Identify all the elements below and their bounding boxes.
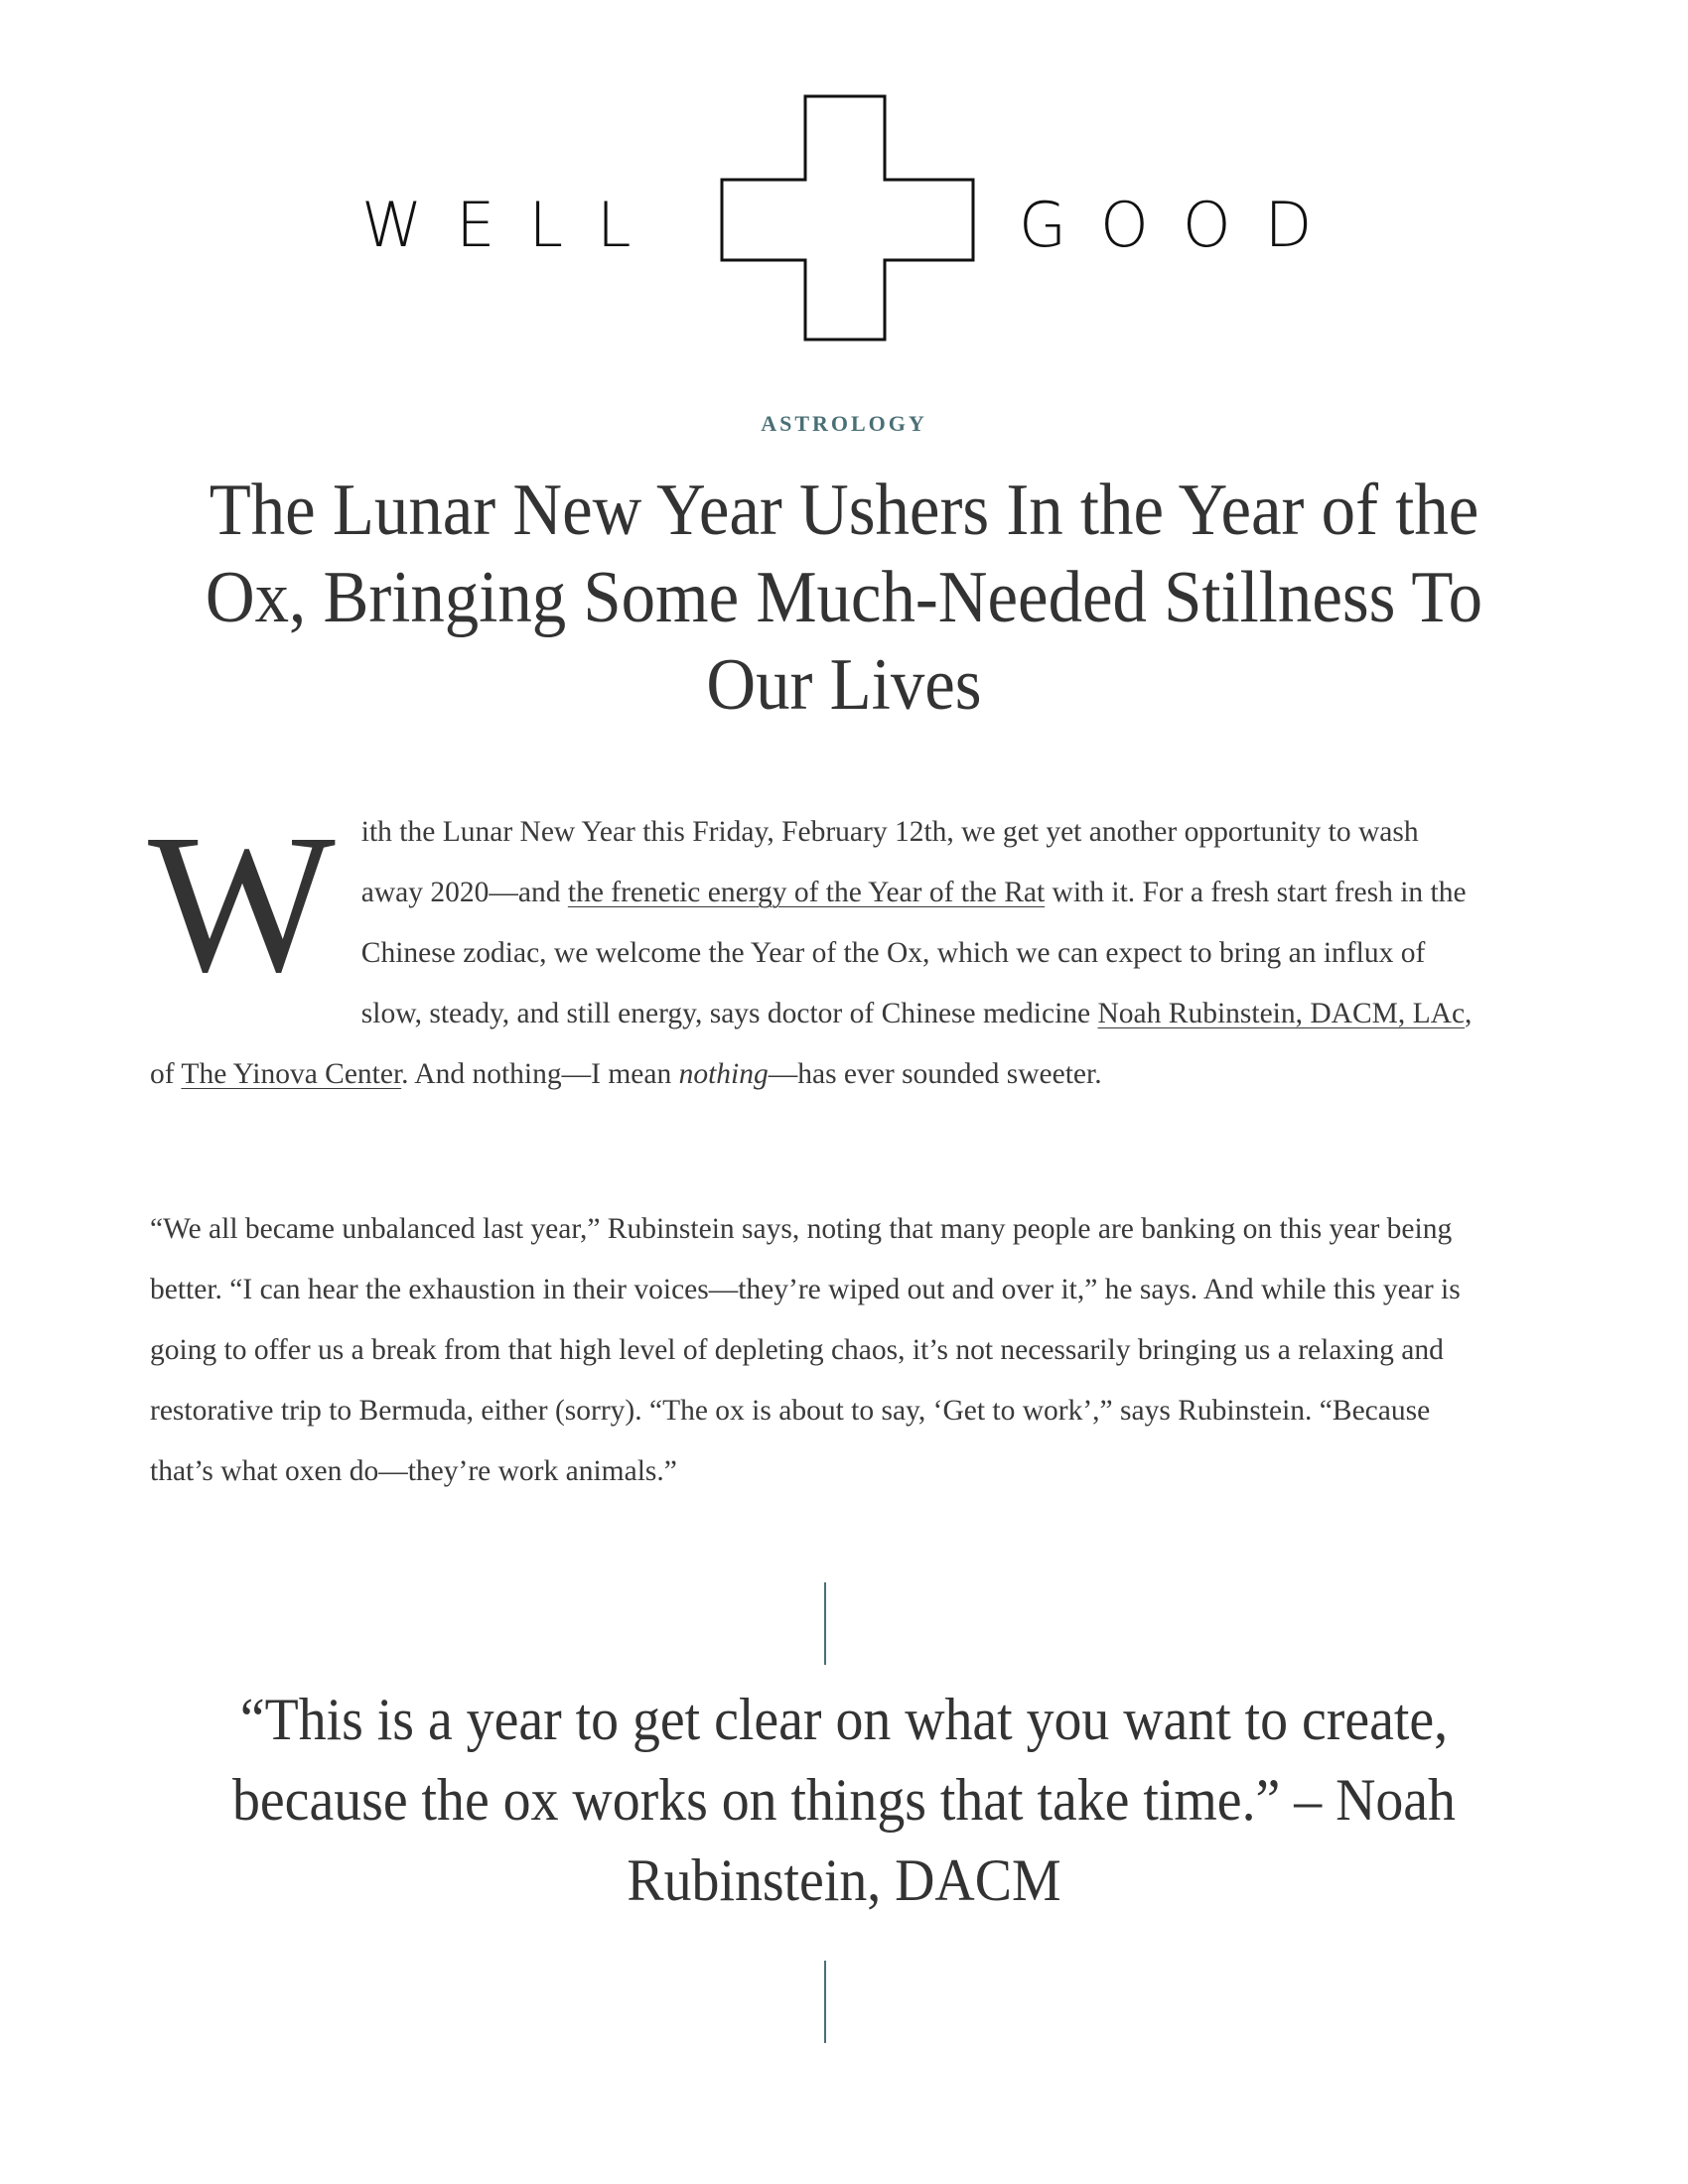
article-title: The Lunar New Year Ushers In the Year of the Ox, Bringing Some Much-Needed Stillness To Our Lives [205, 470, 1483, 726]
paragraph-text: ith the Lunar New Year this Friday, February 12th, we get yet another opportunity to wash away 2020—and [360, 816, 1419, 908]
pullquote: “This is a year to get clear on what you want to create, because the ox works on things that take time.” – Noah Rubinstein, DACM [232, 1687, 1456, 1913]
drop-cap: W [148, 794, 336, 1014]
link-yinova-center[interactable]: The Yinova Center [181, 1058, 402, 1090]
paragraph-text: , of [150, 998, 1473, 1090]
paragraph-text: . And nothing—I mean [401, 1058, 679, 1090]
pullquote-divider-bottom [824, 1961, 826, 2043]
category-label[interactable]: ASTROLOGY [761, 411, 927, 436]
paragraph-text: —has ever sounded sweeter. [768, 1058, 1102, 1090]
pullquote-divider-top [824, 1582, 826, 1665]
link-year-of-the-rat[interactable]: the frenetic energy of the Year of the Rat [567, 877, 1046, 908]
logo-text-well: WELL [361, 189, 665, 261]
link-noah-rubinstein[interactable]: Noah Rubinstein, DACM, LAc [1097, 998, 1466, 1029]
cross-icon [720, 94, 976, 342]
emphasis-text: nothing [678, 1058, 769, 1090]
article-paragraph-2: “We all became unbalanced last year,” Rubinstein says, noting that many people are banking on this year being better. “I can hear the exhaustion in their voices—they’re wiped out and over it,” he says. And while this year is going to offer us a break from that high level of depleting chaos, it’s not necessarily bringing us a relaxing and restorative trip to Bermuda, either (sorry). “The ox is about to say, ‘Get to work’,” says Rubinstein. “Because that’s what oxen do—they’re work animals.” [150, 1213, 1461, 1487]
paragraph-text: with it. For a fresh start fresh in the Chinese zodiac, we welcome the Year of the Ox, which we can expect to bring an influx of slow, steady, and still energy, says doctor of Chinese medicine [360, 877, 1467, 1029]
site-logo[interactable] [0, 0, 1688, 357]
article-paragraph-1 [148, 794, 1485, 1105]
logo-text-good: GOOD [1019, 189, 1346, 261]
